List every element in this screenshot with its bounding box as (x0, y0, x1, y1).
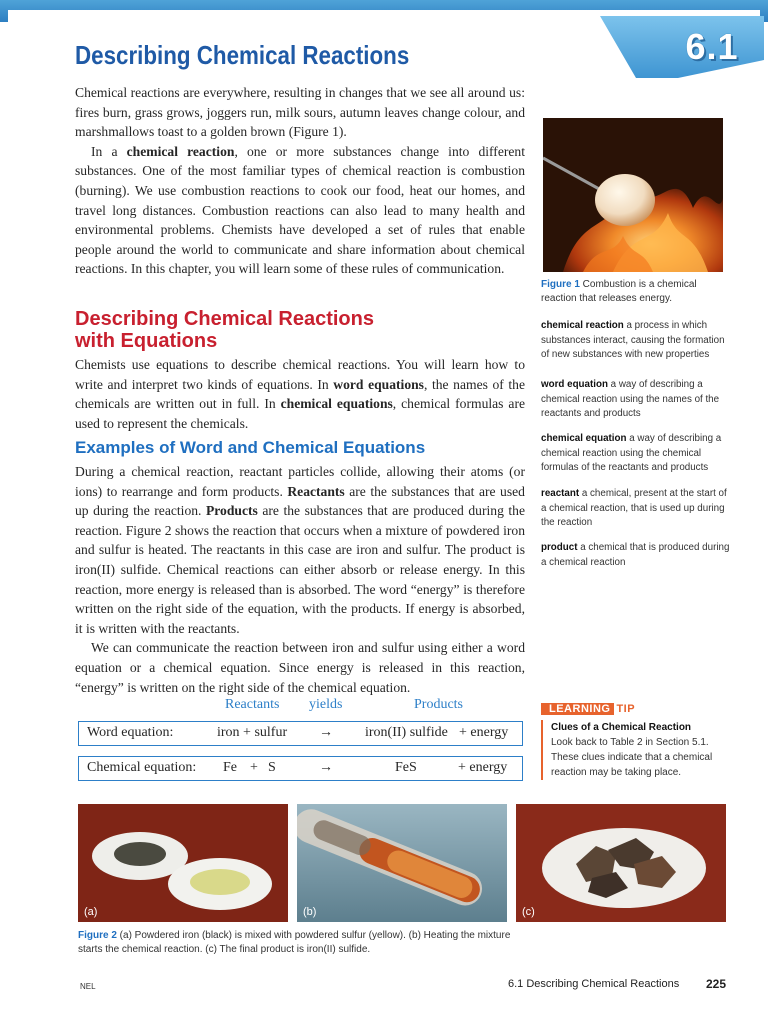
ex-p-b: are the substances that are used up during the reaction. (75, 483, 525, 519)
examples-text (75, 462, 525, 697)
chemical-equation-plus: + (250, 760, 258, 775)
figure-2a-label: (a) (84, 906, 98, 918)
learning-tip-tag (541, 701, 635, 717)
figure-1-label: Figure 1 (541, 279, 580, 290)
learning-tip-body (541, 720, 731, 780)
eq-p-a: Chemists use equations to describe chemical reactions. You will learn how to write and interpret two kinds of equations. In (75, 357, 525, 392)
equation-header-yields: yields (309, 697, 343, 712)
glossary-chemical-equation (541, 432, 731, 476)
glossary-term: chemical reaction (541, 320, 624, 331)
glossary-term: reactant (541, 488, 580, 499)
section-number: 6.1 (685, 26, 739, 67)
term-chemical-equations: chemical equations (280, 396, 393, 412)
figure-1-text: Combustion is a chemical reaction that releases energy. (541, 279, 697, 304)
figure-1-photo (543, 118, 723, 272)
figure-1-caption (541, 278, 726, 306)
figure-2b-photo (297, 804, 507, 922)
heated-test-tube-image (297, 804, 507, 922)
term-products: Products (205, 503, 258, 519)
glossary-definition: a chemical, present at the start of a chemical reaction, that is used up during the reaction (541, 488, 727, 528)
eq-p-b: , the names of the chemicals are written out in full. In (75, 376, 525, 412)
marshmallow-fire-image (543, 118, 723, 272)
glossary-word-equation (541, 378, 731, 422)
examples-paragraph-2: We can communicate the reaction between iron and sulfur using either a word equation or a chemical equation. Since energy is released in this reaction, “energy” is written on the right side of the chemical equation. (75, 640, 525, 695)
chemical-equation-label: Chemical equation: (87, 760, 197, 775)
figure-2-text: (a) Powdered iron (black) is mixed with powdered sulfur (yellow). (b) Heating the mixture starts the chemical reaction. (c) The final product is iron(II) sulfide. (78, 930, 511, 955)
glossary-definition: a way of describing a chemical reaction using the chemical formulas of the reactants and products (541, 433, 722, 473)
equations-text (75, 355, 525, 433)
figure-2c-photo (516, 804, 726, 922)
intro-text (75, 83, 525, 279)
intro-paragraph-2 (75, 142, 525, 279)
glossary-definition: a chemical that is produced during a chemical reaction (541, 542, 730, 568)
equations-paragraph (75, 355, 525, 433)
word-equation-energy: + energy (459, 725, 509, 740)
ex-p-c: are the substances that are produced during the reaction. Figure 2 shows the reaction that occurs when a mixture of powdered iron and sulfur is heated. The reactants in this case are iron and sulfur. The product is iron(II) sulfide. Chemical reactions can either absorb or release energy. In this reaction, more energy is released than is absorbed. The word “energy” is therefore written on the right side of the equation, with the products. If energy is absorbed, it is written with the reactants. (75, 503, 525, 636)
footer-publisher: NEL (80, 982, 96, 991)
figure-2-caption (78, 929, 528, 957)
iron-sulfide-product-image (516, 804, 726, 922)
iron-sulfur-powders-image (78, 804, 288, 922)
equation-header-products: Products (414, 697, 463, 712)
term-reactants: Reactants (287, 483, 345, 499)
glossary-term: word equation (541, 379, 608, 390)
page-title: Describing Chemical Reactions (75, 40, 410, 70)
word-equation-label: Word equation: (87, 725, 174, 740)
figure-2b-label: (b) (303, 906, 317, 918)
glossary-term: product (541, 542, 578, 553)
glossary-product (541, 541, 731, 570)
footer-page-number: 225 (706, 977, 727, 991)
chemical-equation-arrow: → (319, 760, 333, 775)
word-equation-box (78, 721, 523, 746)
term-chemical-reaction: chemical reaction (126, 143, 235, 159)
glossary-chemical-reaction (541, 319, 731, 363)
heading-equations-line-1: Describing Chemical Reactions (75, 308, 374, 330)
word-equation-products: iron(II) sulfide (365, 725, 448, 740)
glossary-term: chemical equation (541, 433, 627, 444)
eq-p-c: , chemical formulas are used to represent the chemicals. (75, 396, 526, 431)
glossary-definition: a way of describing a chemical reaction using the names of the reactants and products (541, 379, 720, 419)
intro-p2-lead: In a (91, 143, 127, 159)
chemical-equation-box (78, 756, 523, 781)
learning-tip-tag-a: LEARNING (541, 703, 614, 715)
section-tab (600, 16, 764, 78)
chemical-equation-reactant-1: Fe (223, 760, 237, 775)
term-word-equations: word equations (333, 376, 424, 392)
heading-examples: Examples of Word and Chemical Equations (75, 438, 426, 457)
equation-header-reactants: Reactants (225, 697, 280, 712)
glossary-definition: a process in which substances interact, causing the formation of new substances with new properties (541, 320, 725, 360)
chemical-equation-energy: + energy (458, 760, 508, 775)
learning-tip (541, 699, 731, 780)
learning-tip-title: Clues of a Chemical Reaction (551, 722, 692, 733)
figure-2-label: Figure 2 (78, 930, 117, 941)
heading-equations-line-2: with Equations (75, 330, 218, 352)
intro-p2-rest: , one or more substances change into different substances. One of the most familiar types of chemical reaction is combustion (burning). We use combustion reactions to cook our food, heat our homes, and travel long distances. Combustion reactions can also lead to many health and environmental problems. Chemists have developed a set of rules that enable people around the world to communicate and share information about chemical reactions. In this chapter, you will learn some of these rules of communication. (75, 143, 526, 277)
glossary-reactant (541, 487, 731, 531)
figure-2a-photo (78, 804, 288, 922)
figure-2c-label: (c) (522, 906, 535, 918)
word-equation-reactants: iron + sulfur (217, 725, 288, 740)
ex-p-a: During a chemical reaction, reactant particles collide, allowing their atoms (or ions) to rearrange and form products. (75, 464, 525, 499)
chemical-equation-products: FeS (395, 760, 417, 775)
chemical-equation-reactant-2: S (268, 760, 276, 775)
footer-running-title: 6.1 Describing Chemical Reactions (508, 978, 680, 990)
learning-tip-tag-b: TIP (616, 703, 636, 715)
learning-tip-text: Look back to Table 2 in Section 5.1. These clues indicate that a chemical reaction may be taking place. (551, 737, 713, 778)
heading-equations (75, 308, 374, 352)
word-equation-arrow: → (319, 725, 333, 740)
examples-paragraph-1 (75, 462, 525, 638)
intro-paragraph-1: Chemical reactions are everywhere, resulting in changes that we see all around us: fires burn, grass grows, joggers run, milk sours, autumn leaves change colour, and marshmallows toast to a golden brown (Figure 1). (75, 85, 525, 140)
